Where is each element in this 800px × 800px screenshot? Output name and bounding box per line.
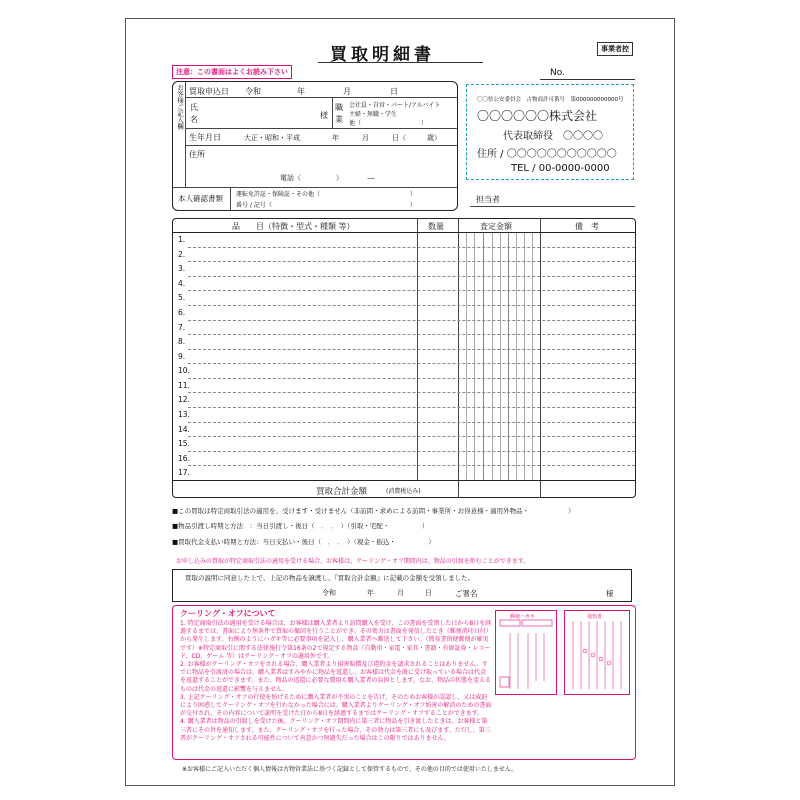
- table-row-rule: [188, 407, 635, 408]
- occupation-options-1: 会社員・自営・パート/アルバイト: [349, 102, 441, 109]
- table-row-rule: [188, 261, 635, 262]
- cooling-off-warning: お申し込みの買取が特定商取引法の適用を受ける場合、お客様は、クーリング・オフ期間内は、物品の引渡を拒むことができます。: [176, 558, 530, 565]
- phone-line: 電話（ ） ―: [280, 174, 375, 182]
- postcard-back-title: 通知書: [587, 614, 603, 620]
- row-number: 12.: [178, 395, 190, 405]
- postcard-back-illustration: [565, 611, 629, 693]
- notice-badge: 注意：この書面はよくお読み下さい: [172, 65, 292, 79]
- postcard-example-back: [564, 610, 630, 695]
- divider: [173, 187, 457, 188]
- divider: [185, 97, 457, 98]
- amount-digit-divider: [466, 232, 467, 480]
- postcard-front-title: 郵便ハガキ: [510, 614, 536, 620]
- purchase-date-day: 日: [390, 87, 398, 96]
- table-row-rule: [188, 349, 635, 350]
- office-copy-badge: 事業者控: [597, 42, 633, 56]
- sign-date-year: 年: [367, 589, 374, 597]
- occupation-label-1: 職: [335, 103, 343, 112]
- table-row-rule: [188, 436, 635, 437]
- postcard-front-illustration: [496, 611, 556, 693]
- amount-digit-divider: [483, 232, 484, 480]
- row-number: 1.: [178, 235, 186, 244]
- term-applicability: ■この買取は特定商取引法の適用を、受けます・受けません（非訪問・求めによる訪問・事業所・お得意様・適用外物品・ ）: [172, 507, 575, 515]
- row-number: 6.: [178, 307, 186, 317]
- table-row-rule: [188, 276, 635, 277]
- occupation-label-2: 業: [335, 115, 343, 124]
- birthdate-eras: 大正・昭和・平成: [244, 134, 300, 142]
- purchase-date-month: 月: [343, 87, 351, 96]
- cooling-off-text: [180, 620, 492, 743]
- row-number: 16.: [178, 453, 190, 463]
- amount-digit-divider: [532, 232, 533, 480]
- purchase-date-year: 年: [297, 87, 305, 96]
- birthdate-day: 日（ 歳）: [392, 134, 441, 142]
- cooling-off-title: クーリング・オフについて: [180, 609, 276, 618]
- company-phone: TEL / 00-0000-0000: [511, 163, 610, 174]
- occupation-options-2: 主婦・無職・学生: [349, 111, 398, 118]
- total-note: (消費税込み): [386, 488, 421, 495]
- table-header-notes: 備 考: [575, 222, 599, 231]
- table-header-rule: [173, 232, 635, 233]
- name-honorific: 様: [320, 111, 328, 120]
- customer-side-label: お客様ご記入欄: [176, 84, 184, 130]
- page-title: 買取明細書: [330, 45, 435, 65]
- postcard-example-front: [495, 610, 557, 695]
- amount-digit-divider: [492, 232, 493, 480]
- company-representative: 代表取締役 〇〇〇〇: [503, 131, 603, 142]
- row-number: 10.: [178, 366, 190, 376]
- occupation-options-3: 他（ ）: [349, 120, 428, 127]
- sign-label: ご署名: [455, 589, 478, 598]
- row-number: 7.: [178, 322, 186, 332]
- staff-underline: [470, 206, 635, 207]
- amount-digit-divider: [508, 232, 509, 480]
- cooling-off-para-2: 2. お客様がクーリング・オフをされる場合、購入業者より損害賠償及び違約金を請求されることはありません。すでに物品を引渡済の場合は、購入業者はすみやかに物品を返還し、お客様は代金を既に受け取っている場合は代金を返還することができます。また、物品の返還に必要な費用も購入業者の負担とします。なお、物品の状態を変えるものは代金の返還に影響を与えません。: [180, 661, 492, 693]
- birthdate-label: 生年月日: [189, 133, 221, 142]
- table-header-item: 品 目（特徴・型式・種類 等）: [232, 222, 355, 231]
- company-address: 住所 / 〇〇〇〇〇〇〇〇〇〇〇: [477, 149, 617, 160]
- table-column-divider: [458, 218, 459, 498]
- row-number: 8.: [178, 337, 186, 347]
- row-number: 3.: [178, 264, 186, 274]
- row-number: 5.: [178, 293, 186, 303]
- divider: [230, 187, 231, 210]
- title-underline: [318, 62, 483, 63]
- divider: [185, 145, 457, 146]
- amount-digit-divider: [474, 232, 475, 480]
- table-row-rule: [188, 422, 635, 423]
- row-number: 14.: [178, 424, 190, 434]
- birthdate-month: 月: [362, 134, 369, 142]
- divider: [185, 128, 457, 129]
- row-number: 13.: [178, 410, 190, 420]
- table-row-rule: [188, 290, 635, 291]
- cooling-off-para-3: 3. 上記クーリング・オフの行使を妨げるために購入業者が不実のことを告げ、そのためお客様が誤認し、又は威迫により困惑してクーリング・オフを行わなかった場合には、購入業者よりクーリング・オフ妨害の解消のための書面が交付され、その内容について説明を受けた日から8日を経過するまではクーリング・オフすることができます。: [180, 693, 492, 718]
- consent-statement: 買取の説明に同意した上で、上記の物品を譲渡し、『買取合計金額』に記載の金額を受領しました。: [185, 574, 475, 582]
- table-row-rule: [188, 465, 635, 466]
- row-number: 15.: [178, 439, 190, 449]
- amount-digit-divider: [516, 232, 517, 480]
- number-underline: [540, 79, 635, 80]
- row-number: 17.: [178, 468, 190, 478]
- items-table: [172, 218, 636, 498]
- row-number: 11.: [178, 380, 190, 390]
- purchase-date-label: 買取申込日: [189, 87, 229, 96]
- footer-note: ※お客様にご記入いただく個人情報は古物営業法に基づく記録として保管するもので、その他の目的では使用いたしません。: [182, 766, 518, 773]
- name-label-1: 氏: [190, 103, 198, 112]
- name-label-2: 名: [190, 115, 198, 124]
- term-delivery: ■物品引渡し時期と方法 ：当日引渡し・後日（ ． ． ）（引取・宅配・ ）: [172, 522, 429, 530]
- id-document-number: 番号 / 記号（ ）: [236, 202, 416, 209]
- table-column-divider: [540, 218, 541, 498]
- company-name: 〇〇〇〇〇〇株式会社: [477, 109, 598, 123]
- birthdate-year: 年: [332, 134, 339, 142]
- row-number: 9.: [178, 351, 186, 361]
- table-row-rule: [188, 363, 635, 364]
- table-row-rule: [188, 378, 635, 379]
- sign-date-era: 令和: [322, 589, 336, 597]
- total-label: 買取合計金額: [316, 487, 368, 497]
- cooling-off-para-1: 1. 特定商取引法の適用を受ける場合は、お客様は購入業者より訪問購入を受け、この書面を受領した日から8日を経過するまでは、書面により無条件で買取の撤回を行うことができ、その効力は書面を発信したとき（郵便消印日付）から発生します。右例のようにハガキ等に必要事項を記入し、購入業者へ郵送して下さい。（簡易書留便郵便が確実です）※特定商取引に関する法律施行令第16条の2で規定する物品（自動車・家電・家具・書籍・有価証券・レコード、CD、ゲーム 等）はクーリング・オフの適用外です。: [180, 620, 492, 660]
- divider: [332, 97, 333, 128]
- amount-digit-divider: [524, 232, 525, 480]
- table-header-quantity: 数量: [428, 222, 444, 231]
- row-number: 4.: [178, 278, 186, 288]
- company-stamp-box: [466, 84, 634, 180]
- number-label: No.: [550, 68, 565, 78]
- table-row-rule: [188, 334, 635, 335]
- sign-date-month: 月: [397, 589, 404, 597]
- sign-date-day: 日: [425, 589, 432, 597]
- purchase-date-era: 令和: [245, 87, 261, 96]
- table-row-rule: [188, 305, 635, 306]
- cooling-off-para-4: 4. 購入業者は物品の引渡しを受けた後、クーリング・オフ期間内に第三者に物品を引き渡したときは、お客様と第三者にその旨を通知します。また、クーリング・オフを行った場合、その効力は第三者にも及びます。ただし、第三者がクーリング・オフされる可能性について善意かつ無過失だった場合はこの限りではありません。: [180, 718, 491, 742]
- table-header-amount: 査定金額: [480, 222, 512, 231]
- row-number: 2.: [178, 249, 186, 259]
- staff-label: 担当者: [476, 195, 500, 204]
- amount-digit-divider: [500, 232, 501, 480]
- table-row-rule: [188, 320, 635, 321]
- id-document-types: 運転免許証・保険証・その他（ ）: [236, 191, 417, 198]
- sign-honorific: 様: [606, 589, 614, 598]
- table-total-rule: [173, 480, 635, 481]
- address-label: 住所: [189, 150, 205, 159]
- license-number: 〇〇県公安委員会 古物商許可番号 第000000000000号: [477, 97, 624, 103]
- table-row-rule: [188, 451, 635, 452]
- id-document-label: 本人確認書類: [178, 194, 223, 203]
- table-row-rule: [188, 392, 635, 393]
- table-row-rule: [188, 247, 635, 248]
- term-payment: ■買取代金支払い時期と方法：当日支払い・後日（ ． ． ）（現金・振込・ ）: [172, 538, 435, 546]
